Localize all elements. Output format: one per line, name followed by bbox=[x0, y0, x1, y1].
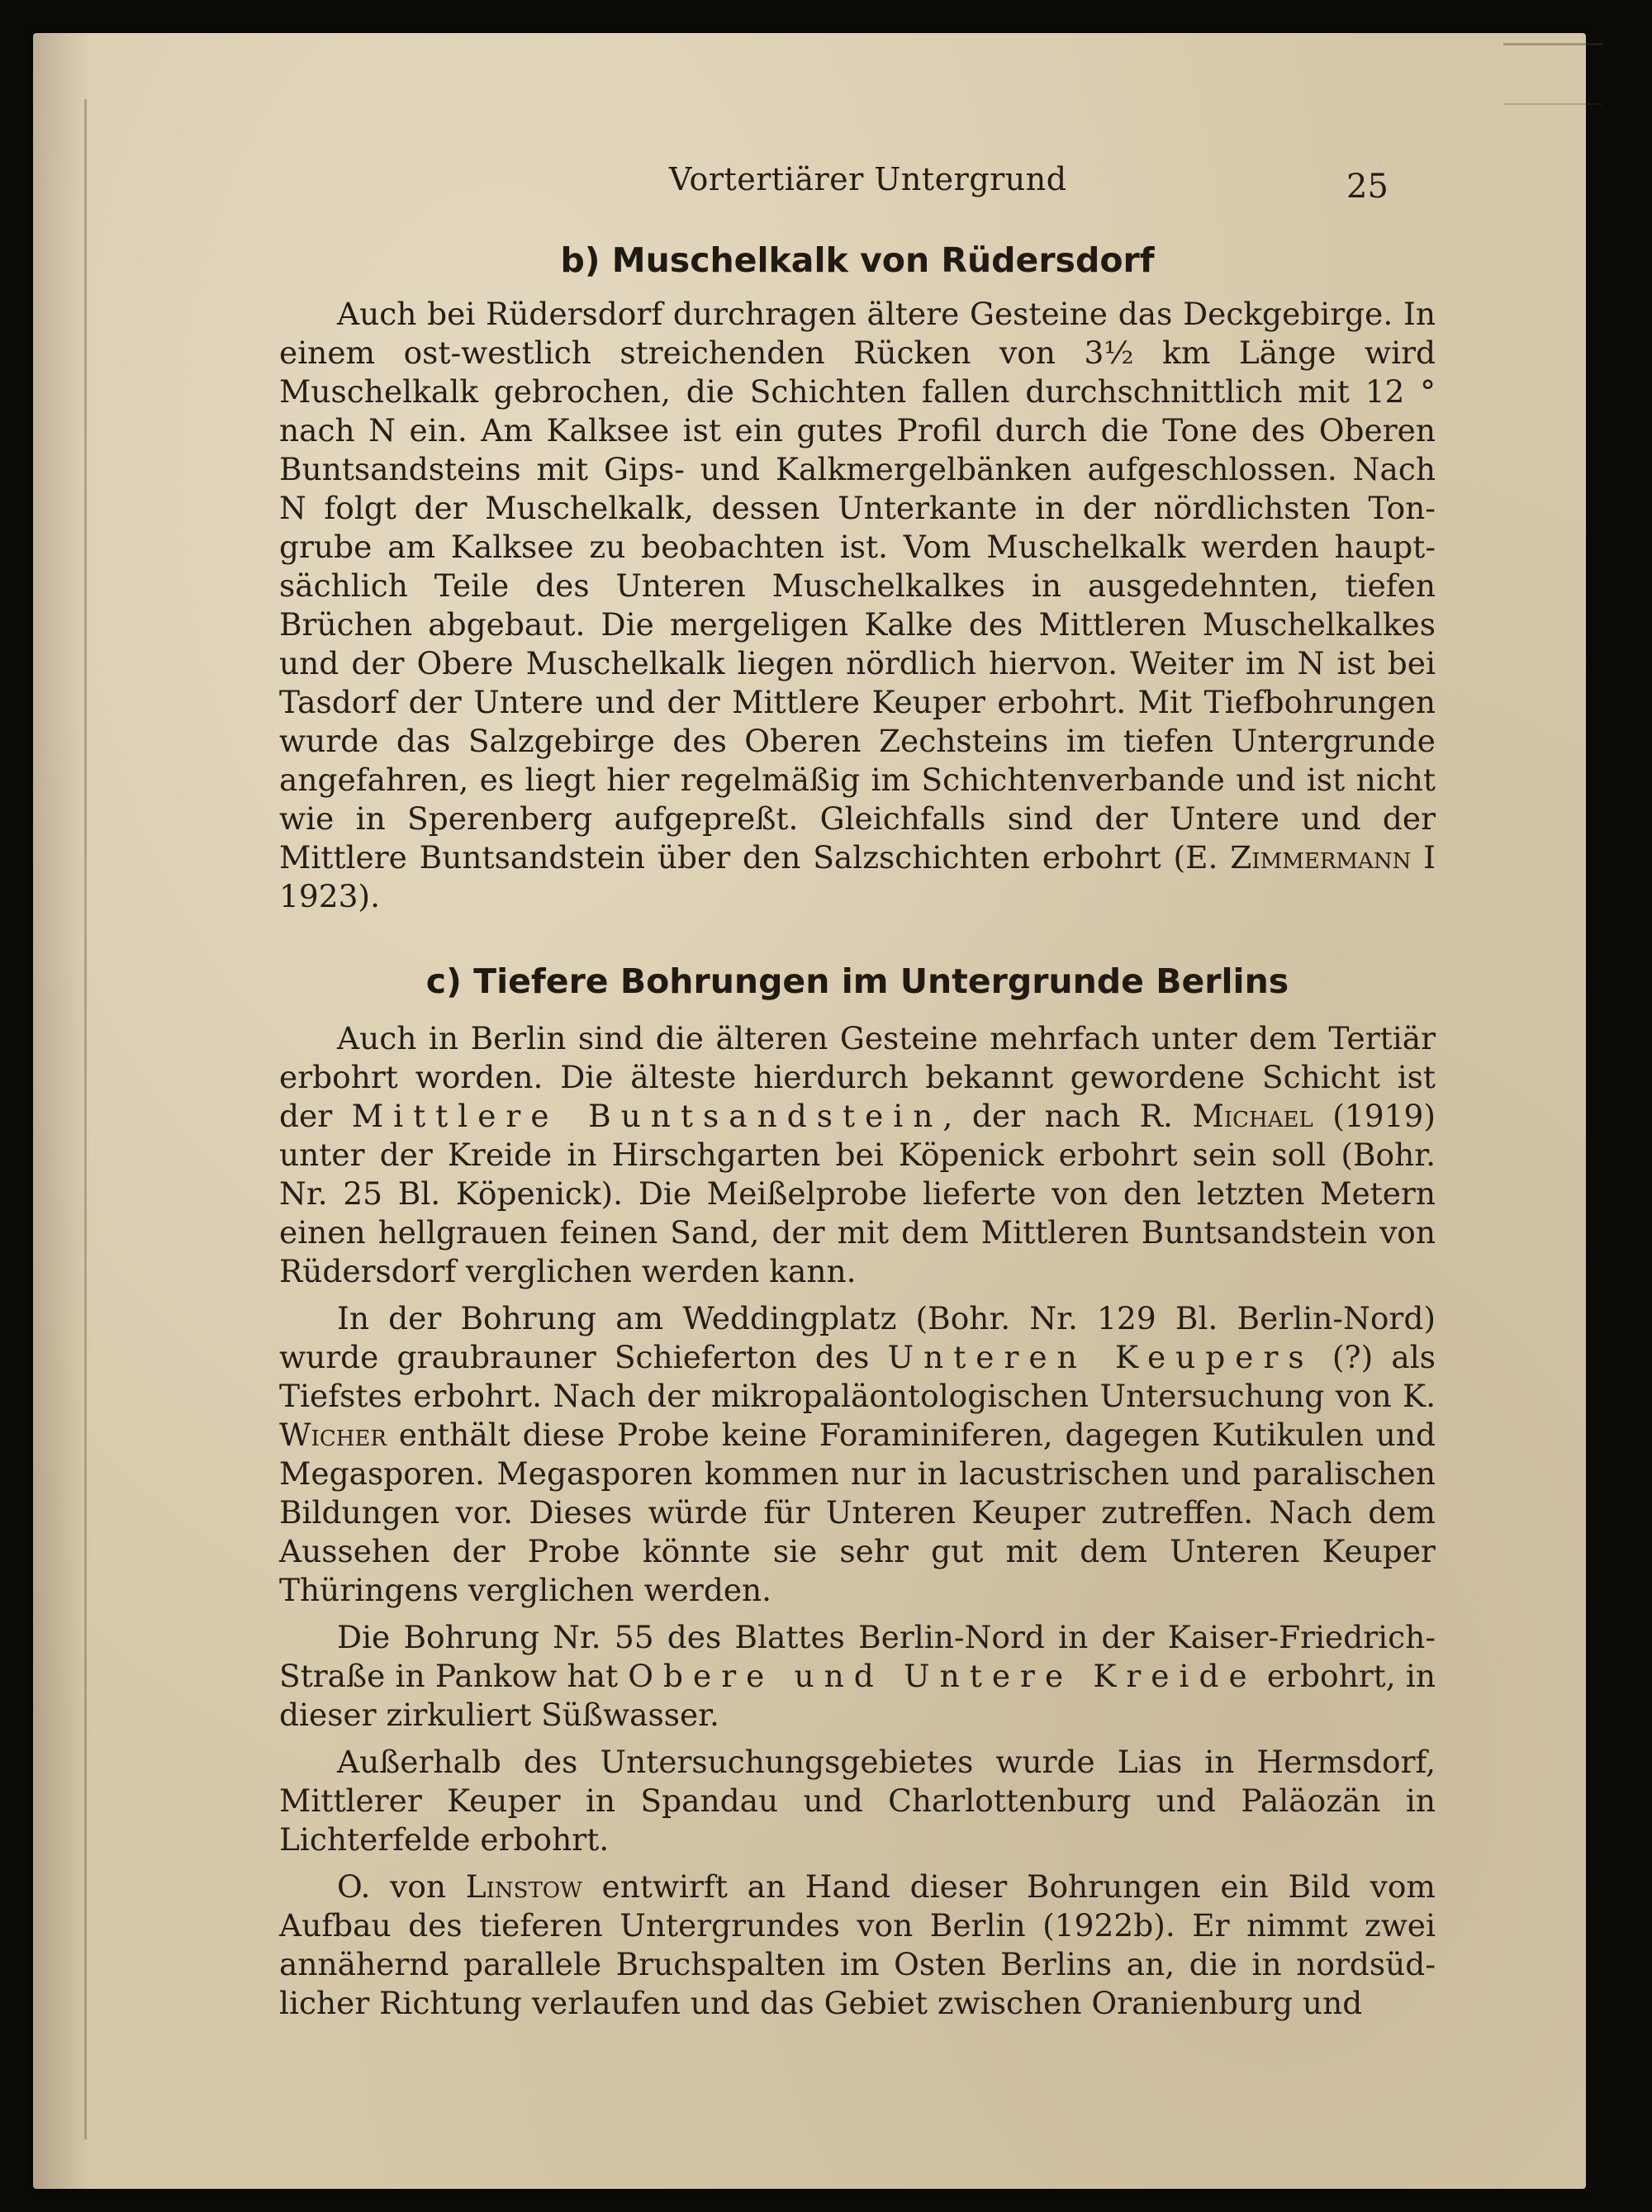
text-run: In der Bohrung am Weddingplatz (Bohr. Nr. 129 Bl. Berlin-Nord) wurde graubrauner Schieferton des bbox=[279, 1300, 1436, 1375]
section-c-heading: c) Tiefere Bohrungen im Untergrunde Berlins bbox=[425, 961, 1289, 1001]
section-c-paragraph-5 bbox=[279, 1868, 1436, 2023]
section-b-heading: b) Muschelkalk von Rüdersdorf bbox=[560, 240, 1155, 280]
fraction-value: 3½ bbox=[1084, 335, 1134, 371]
running-header bbox=[33, 161, 1586, 211]
text-run: entwirft an Hand dieser Bohrungen ein Bild vom Aufbau des tieferen Untergrundes von Berlin (1922b). Er nimmt zwei annähernd parallele Bruchspalten im Osten Berlins an, die in nordsüdlicher Richtung verlaufen und das Gebiet zwischen Oranienburg und bbox=[279, 1868, 1436, 2021]
section-c-paragraph-2 bbox=[279, 1299, 1436, 1610]
text-run: enthält diese Probe keine Foraminiferen, dagegen Kutikulen und Megasporen. Megasporen kommen nur in lacustrischen und paralischen Bildungen vor. Dieses würde für Unteren Keuper zutreffen. Nach dem Aussehen der Probe könnte sie sehr gut mit dem Unteren Keuper Thüringens verglichen werden. bbox=[279, 1417, 1436, 1608]
author-name: Wicher bbox=[279, 1417, 387, 1453]
text-run: Die Bohrung Nr. 55 des Blattes Berlin-Nord in der Kaiser-Friedrich-Straße in Pankow hat bbox=[279, 1619, 1436, 1694]
page-number: 25 bbox=[1346, 168, 1389, 206]
book-page bbox=[33, 33, 1586, 2189]
spaced-emphasis: Obere und Untere Kreide bbox=[628, 1658, 1257, 1694]
author-name: Linstow bbox=[465, 1868, 582, 1905]
text-run: (?) als Tiefstes erbohrt. Nach der mikropaläontologischen Untersuchung von K. bbox=[279, 1339, 1436, 1414]
text-run: erbohrt, in dieser zirkuliert Süßwasser. bbox=[279, 1658, 1436, 1733]
text-run: (1919) unter der Kreide in Hirschgarten bei Köpenick erbohrt sein soll (Bohr. Nr. 25 Bl. Köpenick). Die Meißelprobe lieferte von den letzten Metern einen hellgrauen feinen Sand, der mit dem Mittleren Buntsandstein von Rüdersdorf verglichen werden kann. bbox=[279, 1098, 1436, 1289]
section-c-paragraph-1 bbox=[279, 1019, 1436, 1291]
spaced-emphasis: Unteren Keupers bbox=[887, 1339, 1314, 1375]
gutter-fold-line bbox=[84, 99, 87, 2139]
text-run: I 1923). bbox=[279, 839, 1436, 914]
text-run: Auch in Berlin sind die älteren Gesteine mehrfach unter dem Tertiär erbohrt worden. Die älteste hierdurch bekannt gewordene Schicht ist der bbox=[279, 1020, 1436, 1134]
text-run: , der nach R. bbox=[942, 1098, 1193, 1134]
author-name: Michael bbox=[1192, 1098, 1313, 1134]
page-body bbox=[279, 231, 1436, 2031]
author-name: Zimmermann bbox=[1230, 839, 1412, 876]
running-title: Vortertiärer Untergrund bbox=[669, 161, 1067, 197]
text-run: O. von bbox=[337, 1868, 466, 1905]
section-c-paragraph-4: Außerhalb des Untersuchungsgebietes wurde Lias in Hermsdorf, Mittlerer Keuper in Spandau und Charlottenburg und Paläozän in Lichterfelde erbohrt. bbox=[279, 1744, 1436, 1858]
section-c-paragraph-3 bbox=[279, 1618, 1436, 1735]
page-edge-stack bbox=[1503, 43, 1602, 105]
section-b-paragraph bbox=[279, 295, 1436, 916]
text-run: km Länge wird Muschelkalk gebrochen, die Schichten fallen durchschnittlich mit 12 ° nach N ein. Am Kalksee ist ein gutes Profil durch die Tone des Oberen Buntsandsteins mit Gips- und Kalkmergelbänken aufgeschlossen. Nach N folgt der Muschelkalk, dessen Unterkante in der nördlichsten Tongrube am Kalksee zu beobachten ist. Vom Muschelkalk werden hauptsächlich Teile des Unteren Muschelkalkes in ausgedehnten, tiefen Brüchen abgebaut. Die mergeligen Kalke des Mittleren Muschelkalkes und der Obere Muschelkalk liegen nördlich hiervon. Weiter im N ist bei Tasdorf der Untere und der Mittlere Keuper erbohrt. Mit Tiefbohrungen wurde das Salzgebirge des Oberen Zechsteins im tiefen Untergrunde angefahren, es liegt hier regelmäßig im Schichtenverbande und ist nicht wie in Sperenberg aufgepreßt. Gleichfalls sind der Untere und der Mittlere Buntsandstein über den Salzschichten erbohrt (E. bbox=[279, 335, 1436, 876]
spaced-emphasis: Mittlere Buntsandstein bbox=[351, 1098, 943, 1134]
text-run: Auch bei Rüdersdorf durchragen ältere Gesteine das Deckgebirge. In einem ost-westlich streichenden Rücken von bbox=[279, 296, 1436, 371]
